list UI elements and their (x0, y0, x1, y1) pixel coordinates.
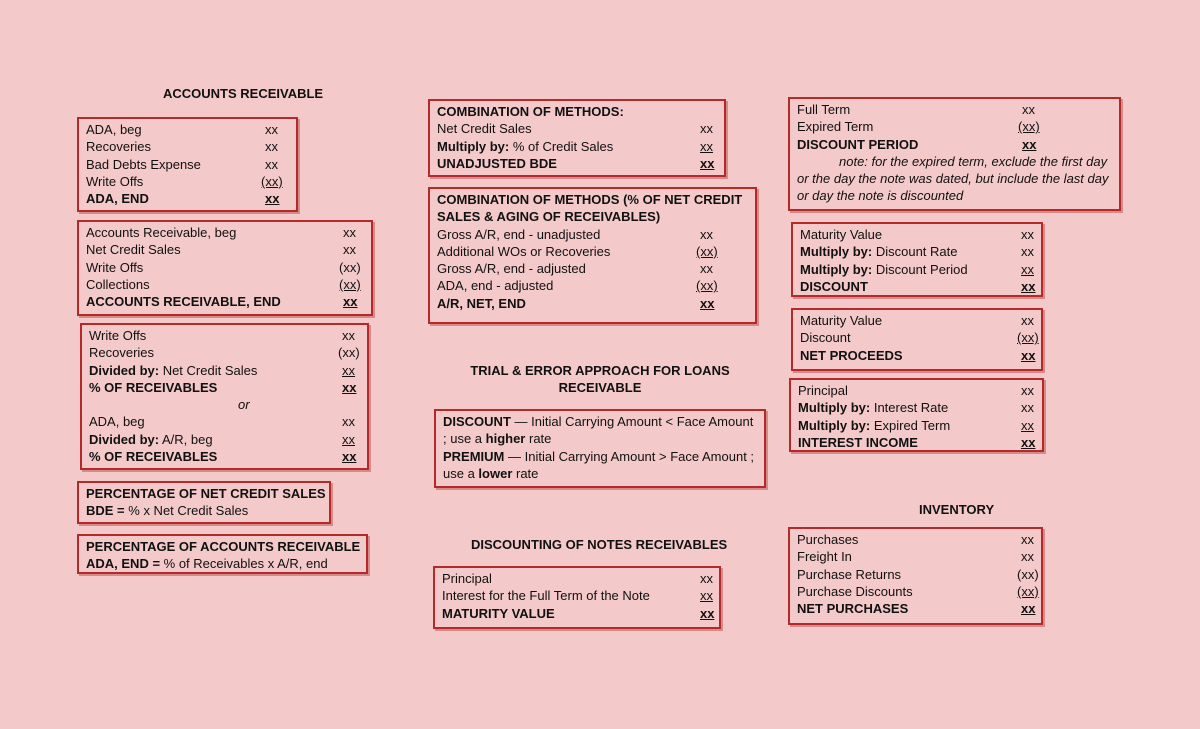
ada-row (86, 138, 289, 155)
combination-methods-aging-box (428, 187, 757, 324)
row-value: xx (265, 122, 278, 137)
row-label: NET PURCHASES (797, 601, 909, 617)
row-label: UNADJUSTED BDE (437, 155, 557, 171)
row-value: xx (342, 379, 357, 395)
inventory-row (797, 548, 1034, 565)
row-value: (xx) (338, 345, 360, 361)
ada-box (77, 117, 298, 212)
premium-text: — Initial Carrying Amount > Face Amount ; use a (443, 448, 755, 481)
row-label: DISCOUNT PERIOD (797, 136, 919, 152)
row-label: Write Offs (86, 173, 144, 189)
row-label: DISCOUNT (800, 278, 868, 294)
inventory-row (797, 583, 1039, 600)
row-label-bold: Divided by: (89, 362, 160, 378)
row-label: Purchase Returns (797, 566, 902, 582)
row-label-bold: Multiply by: (800, 244, 873, 260)
premium-label: PREMIUM (443, 448, 505, 464)
row-label: A/R, NET, END (437, 295, 526, 311)
pct-row (89, 344, 360, 361)
row-label: NET PROCEEDS (800, 347, 903, 363)
row-label-text: Expired Term (870, 417, 951, 433)
interest-total-row (798, 434, 1035, 451)
row-value: xx (265, 139, 278, 155)
row-label-text: A/R, beg (159, 431, 213, 447)
combo1-title: COMBINATION OF METHODS: (437, 104, 624, 119)
combo2-title-line2: SALES & AGING OF RECEIVABLES) (437, 209, 661, 225)
row-label: Collections (86, 276, 150, 292)
row-value: xx (700, 295, 715, 311)
ar-total-row (86, 293, 364, 310)
row-value: xx (700, 155, 715, 171)
row-label: Freight In (797, 549, 852, 565)
discount-box (791, 222, 1043, 297)
pct-row (89, 362, 360, 379)
row-value: xx (342, 362, 355, 378)
inventory-total-row (797, 600, 1034, 617)
row-value: xx (1021, 601, 1036, 617)
term-row (797, 101, 1112, 118)
combo2-row (437, 260, 748, 277)
row-label: Discount (800, 330, 851, 346)
row-label: ACCOUNTS RECEIVABLE, END (86, 294, 281, 310)
row-value: xx (342, 328, 355, 343)
row-value: (xx) (1017, 583, 1039, 599)
discount-emphasis: higher (485, 431, 526, 447)
ar-row (86, 224, 364, 241)
title-discounting: DISCOUNTING OF NOTES RECEIVABLES (471, 537, 728, 552)
row-label: Write Offs (86, 259, 144, 275)
ar-row (86, 241, 364, 258)
row-label: % OF RECEIVABLES (89, 379, 218, 395)
proceeds-row (800, 312, 1034, 329)
discount-row (800, 261, 1034, 278)
inventory-row (797, 566, 1039, 583)
row-label: Additional WOs or Recoveries (437, 243, 611, 259)
discount-row (800, 226, 1034, 243)
row-label: Gross A/R, end - unadjusted (437, 226, 601, 242)
row-value: xx (700, 605, 715, 621)
row-value: xx (1022, 136, 1037, 152)
row-label (437, 138, 613, 155)
ar-row (86, 259, 364, 276)
row-label: ADA, END (86, 191, 149, 207)
row-value: xx (700, 138, 713, 154)
percentage-net-credit-sales-box (77, 481, 331, 524)
combo1-row (437, 120, 717, 137)
row-label: INTEREST INCOME (798, 434, 918, 450)
row-label: ADA, beg (89, 414, 145, 430)
row-label (800, 261, 968, 278)
maturity-value-box (433, 566, 721, 629)
term-total-row (797, 136, 1112, 153)
pct-total-row (89, 379, 360, 396)
row-label-bold: Multiply by: (437, 138, 510, 154)
net-proceeds-box (791, 308, 1043, 371)
row-value: xx (343, 294, 358, 310)
pct-row (89, 431, 360, 448)
row-value: xx (342, 431, 355, 447)
row-value: xx (265, 191, 280, 207)
maturity-total-row (442, 605, 715, 622)
percentage-receivables-box (80, 323, 369, 470)
row-label-text: % of Credit Sales (509, 138, 614, 154)
row-value: (xx) (1017, 330, 1039, 346)
row-value: (xx) (1017, 566, 1039, 582)
row-value: (xx) (1018, 119, 1040, 135)
maturity-row (442, 587, 712, 604)
discount-rule (443, 413, 757, 448)
row-value: xx (1021, 313, 1034, 328)
ar-box (77, 220, 373, 316)
row-value: (xx) (261, 173, 283, 189)
ar-row (86, 276, 364, 293)
row-value: xx (1021, 417, 1034, 433)
row-label: Full Term (797, 102, 851, 117)
combination-methods-box (428, 99, 726, 177)
row-label: Accounts Receivable, beg (86, 225, 237, 240)
interest-row (798, 382, 1035, 399)
ada-total-row (86, 190, 289, 207)
row-label (800, 243, 957, 260)
row-label: Bad Debts Expense (86, 156, 201, 172)
title-trial-error: TRIAL & ERROR APPROACH FOR LOANS RECEIVABLE (470, 363, 730, 396)
row-value: (xx) (339, 276, 361, 292)
formula-text: % of Receivables x A/R, end (160, 556, 328, 572)
row-label-bold: Multiply by: (800, 261, 873, 277)
title-inventory: INVENTORY (919, 502, 995, 517)
expired-term-note: note: for the expired term, exclude the first day or the day the note was dated, but include the last day or day the note is discounted (797, 153, 1109, 204)
formula-text: % x Net Credit Sales (124, 503, 249, 519)
or-text: or (238, 397, 250, 413)
row-value: xx (700, 121, 713, 137)
trial-error-box (434, 409, 766, 488)
row-value: xx (1021, 261, 1034, 277)
row-label: Net Credit Sales (86, 242, 181, 258)
combo1-total-row (437, 155, 717, 172)
percentage-accounts-receivable-box (77, 534, 368, 574)
discount-end: rate (525, 431, 552, 447)
ada-row (86, 121, 289, 138)
row-label-text: Discount Period (872, 261, 968, 277)
row-label: % OF RECEIVABLES (89, 449, 218, 465)
formula-bold: BDE = (86, 503, 125, 519)
row-label: Principal (798, 383, 848, 398)
row-label-bold: Divided by: (89, 431, 160, 447)
row-label: Net Credit Sales (437, 121, 532, 137)
row-label-bold: Multiply by: (798, 417, 871, 433)
combo2-total-row (437, 295, 748, 312)
discount-label: DISCOUNT (443, 414, 511, 429)
discount-row (800, 243, 1034, 260)
combo2-title-line1: COMBINATION OF METHODS (% OF NET CREDIT (437, 192, 743, 207)
row-label: Maturity Value (800, 313, 883, 328)
combo1-row (437, 138, 717, 155)
formula-bold: ADA, END = (86, 556, 161, 572)
pct-ar-formula (86, 555, 359, 572)
proceeds-row (800, 329, 1039, 346)
row-label (89, 362, 257, 379)
pct-row (89, 413, 360, 430)
row-label: Maturity Value (800, 227, 883, 242)
row-label: MATURITY VALUE (442, 605, 555, 621)
term-row (797, 118, 1112, 135)
pct-ar-title: PERCENTAGE OF ACCOUNTS RECEIVABLE (86, 539, 361, 554)
row-value: xx (1021, 278, 1036, 294)
row-value: (xx) (696, 243, 718, 259)
interest-income-box (789, 378, 1044, 452)
combo2-row (437, 277, 748, 294)
ada-row (86, 173, 289, 190)
premium-emphasis: lower (478, 465, 513, 481)
row-value: xx (343, 225, 356, 240)
ada-row (86, 156, 289, 173)
row-value: xx (342, 414, 355, 430)
row-value: xx (343, 242, 356, 258)
row-label: Write Offs (89, 328, 147, 343)
row-label (798, 417, 950, 434)
row-label-bold: Multiply by: (798, 400, 871, 416)
row-value: xx (265, 156, 278, 172)
row-value: xx (1021, 383, 1034, 398)
row-value: xx (1022, 102, 1035, 117)
combo2-row (437, 226, 748, 243)
row-value: xx (342, 449, 357, 465)
row-label: ADA, beg (86, 122, 142, 137)
row-label: Purchases (797, 532, 859, 547)
row-value: (xx) (696, 278, 718, 294)
row-value: xx (1021, 347, 1036, 363)
row-label (798, 399, 948, 416)
premium-end: rate (512, 465, 539, 481)
proceeds-total-row (800, 347, 1034, 364)
row-label: ADA, end - adjusted (437, 278, 554, 294)
pct-or-row (89, 396, 360, 413)
row-label-text: Interest Rate (870, 400, 949, 416)
row-value: xx (1021, 227, 1034, 242)
row-label: Gross A/R, end - adjusted (437, 261, 586, 277)
combo2-row (437, 243, 748, 260)
inventory-row (797, 531, 1034, 548)
row-value: xx (1021, 434, 1036, 450)
pct-total-row (89, 448, 360, 465)
pct-ncs-title: PERCENTAGE OF NET CREDIT SALES (86, 486, 326, 501)
interest-row (798, 417, 1035, 434)
row-label-text: Discount Rate (872, 244, 958, 260)
row-value: (xx) (339, 259, 361, 275)
discount-total-row (800, 278, 1034, 295)
row-value: xx (700, 588, 713, 604)
row-value: xx (700, 571, 713, 586)
row-value: xx (700, 261, 713, 277)
row-label-text: Net Credit Sales (159, 362, 258, 378)
row-label (89, 431, 213, 448)
pct-ncs-formula (86, 502, 322, 519)
interest-row (798, 399, 1035, 416)
row-label: Interest for the Full Term of the Note (442, 588, 650, 604)
row-label: Recoveries (89, 345, 155, 361)
row-label: Recoveries (86, 139, 152, 155)
row-value: xx (1021, 549, 1034, 565)
net-purchases-box (788, 527, 1043, 625)
row-label: Purchase Discounts (797, 583, 913, 599)
premium-rule (443, 448, 757, 483)
pct-row (89, 327, 360, 344)
row-label: Principal (442, 571, 492, 586)
discount-text: — Initial Carrying Amount < Face Amount ; use a (443, 414, 754, 447)
row-value: xx (1021, 532, 1034, 547)
title-accounts-receivable: ACCOUNTS RECEIVABLE (163, 86, 324, 101)
discount-period-box (788, 97, 1121, 211)
row-value: xx (700, 226, 713, 242)
row-value: xx (1021, 400, 1034, 416)
row-value: xx (1021, 244, 1034, 260)
maturity-row (442, 570, 712, 587)
row-label: Expired Term (797, 119, 874, 135)
